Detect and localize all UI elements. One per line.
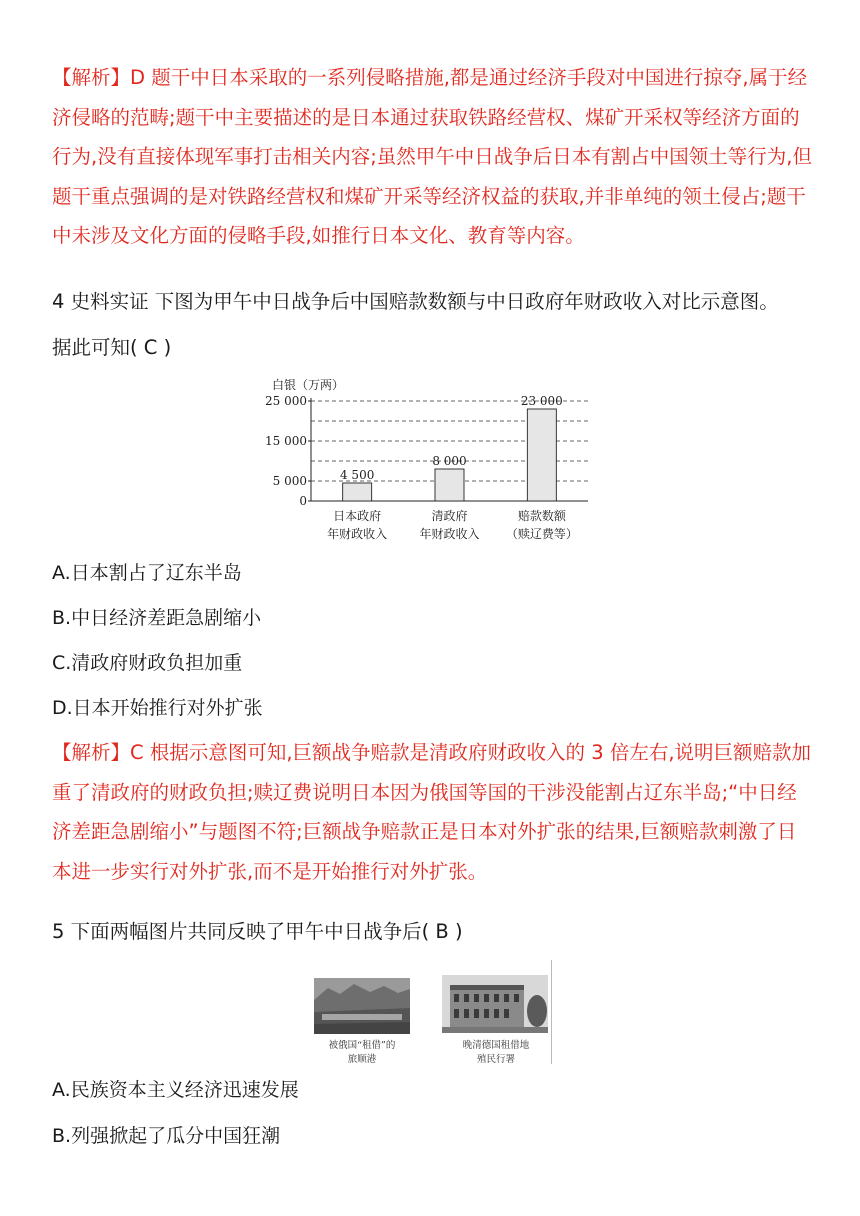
chart-category-label: 清政府 <box>431 509 468 523</box>
caption-line: 晚清德国租借地 <box>462 1040 530 1051</box>
question-5-stem: 5 下面两幅图片共同反映了甲午中日战争后( B ) <box>52 920 463 943</box>
q5-option-b: B.列强掀起了瓜分中国狂潮 <box>52 1125 281 1147</box>
caption-line: 殖民行署 <box>476 1054 515 1065</box>
analysis-paragraph-q4: 【解析】C 根据示意图可知,巨额战争赔款是清政府财政收入的 3 倍左右,说明巨额赔款加重了清政府的财政负担;赎辽费说明日本因为俄国等国的干涉没能割占辽东半岛;“中日经济差距急剧缩小”与题图不符;巨额战争赔款正是日本对外扩张的结果,巨额赔款刺激了日本进一步实行对外扩张,而不是开始推行对外扩张。 <box>52 741 812 883</box>
question-4-stem-cont: 据此可知( C ) <box>52 336 172 359</box>
chart-category-label: （赎辽费等） <box>505 527 578 541</box>
chart-data-label: 4 500 <box>339 468 375 482</box>
chart-ytick-label: 15 000 <box>265 434 307 448</box>
caption-line: 被俄国“租借”的 <box>328 1040 396 1051</box>
q4-option-d: D.日本开始推行对外扩张 <box>52 697 263 719</box>
chart-ytick-label: 25 000 <box>265 394 307 408</box>
chart-category-label: 年财政收入 <box>327 527 388 541</box>
photo-german-colonial-office <box>442 975 548 1033</box>
q4-option-c: C.清政府财政负担加重 <box>52 652 243 674</box>
chart-bar <box>343 483 372 501</box>
chart-data-label: 8 000 <box>432 454 467 468</box>
chart-data-label: 23 000 <box>520 394 563 408</box>
photo-divider <box>551 960 552 1064</box>
analysis-paragraph-q3: 【解析】D 题干中日本采取的一系列侵略措施,都是通过经济手段对中国进行掠夺,属于经济侵略的范畴;题干中主要描述的是日本通过获取铁路经营权、煤矿开采权等经济方面的行为,没有直接体现军事打击相关内容;虽然甲午中日战争后日本有割占中国领土等行为,但题干重点强调的是对铁路经营权和煤矿开采等经济权益的获取,并非单纯的领土侵占;题干中未涉及文化方面的侵略手段,如推行日本文化、教育等内容。 <box>52 66 812 247</box>
chart-bar <box>527 409 556 501</box>
photo-caption-lushun <box>312 1039 412 1067</box>
chart-category-label: 赔款数额 <box>517 509 566 523</box>
question-4-stem: 4 史料实证 下图为甲午中日战争后中国赔款数额与中日政府年财政收入对比示意图。 <box>52 290 779 313</box>
photo-lushun-port <box>314 978 410 1034</box>
chart-ytick-label: 5 000 <box>272 474 307 488</box>
photo-caption-german <box>446 1039 546 1067</box>
chart-ytick-label: 0 <box>299 494 307 508</box>
q5-option-a: A.民族资本主义经济迅速发展 <box>52 1079 299 1101</box>
bar-chart <box>265 370 600 550</box>
chart-bar <box>435 469 464 501</box>
q4-option-a: A.日本割占了辽东半岛 <box>52 562 242 584</box>
chart-category-label: 日本政府 <box>333 509 382 523</box>
chart-y-axis-label: 白银（万两） <box>272 378 345 392</box>
caption-line: 旅顺港 <box>347 1054 377 1065</box>
chart-category-label: 年财政收入 <box>419 527 480 541</box>
q4-option-b: B.中日经济差距急剧缩小 <box>52 607 262 629</box>
